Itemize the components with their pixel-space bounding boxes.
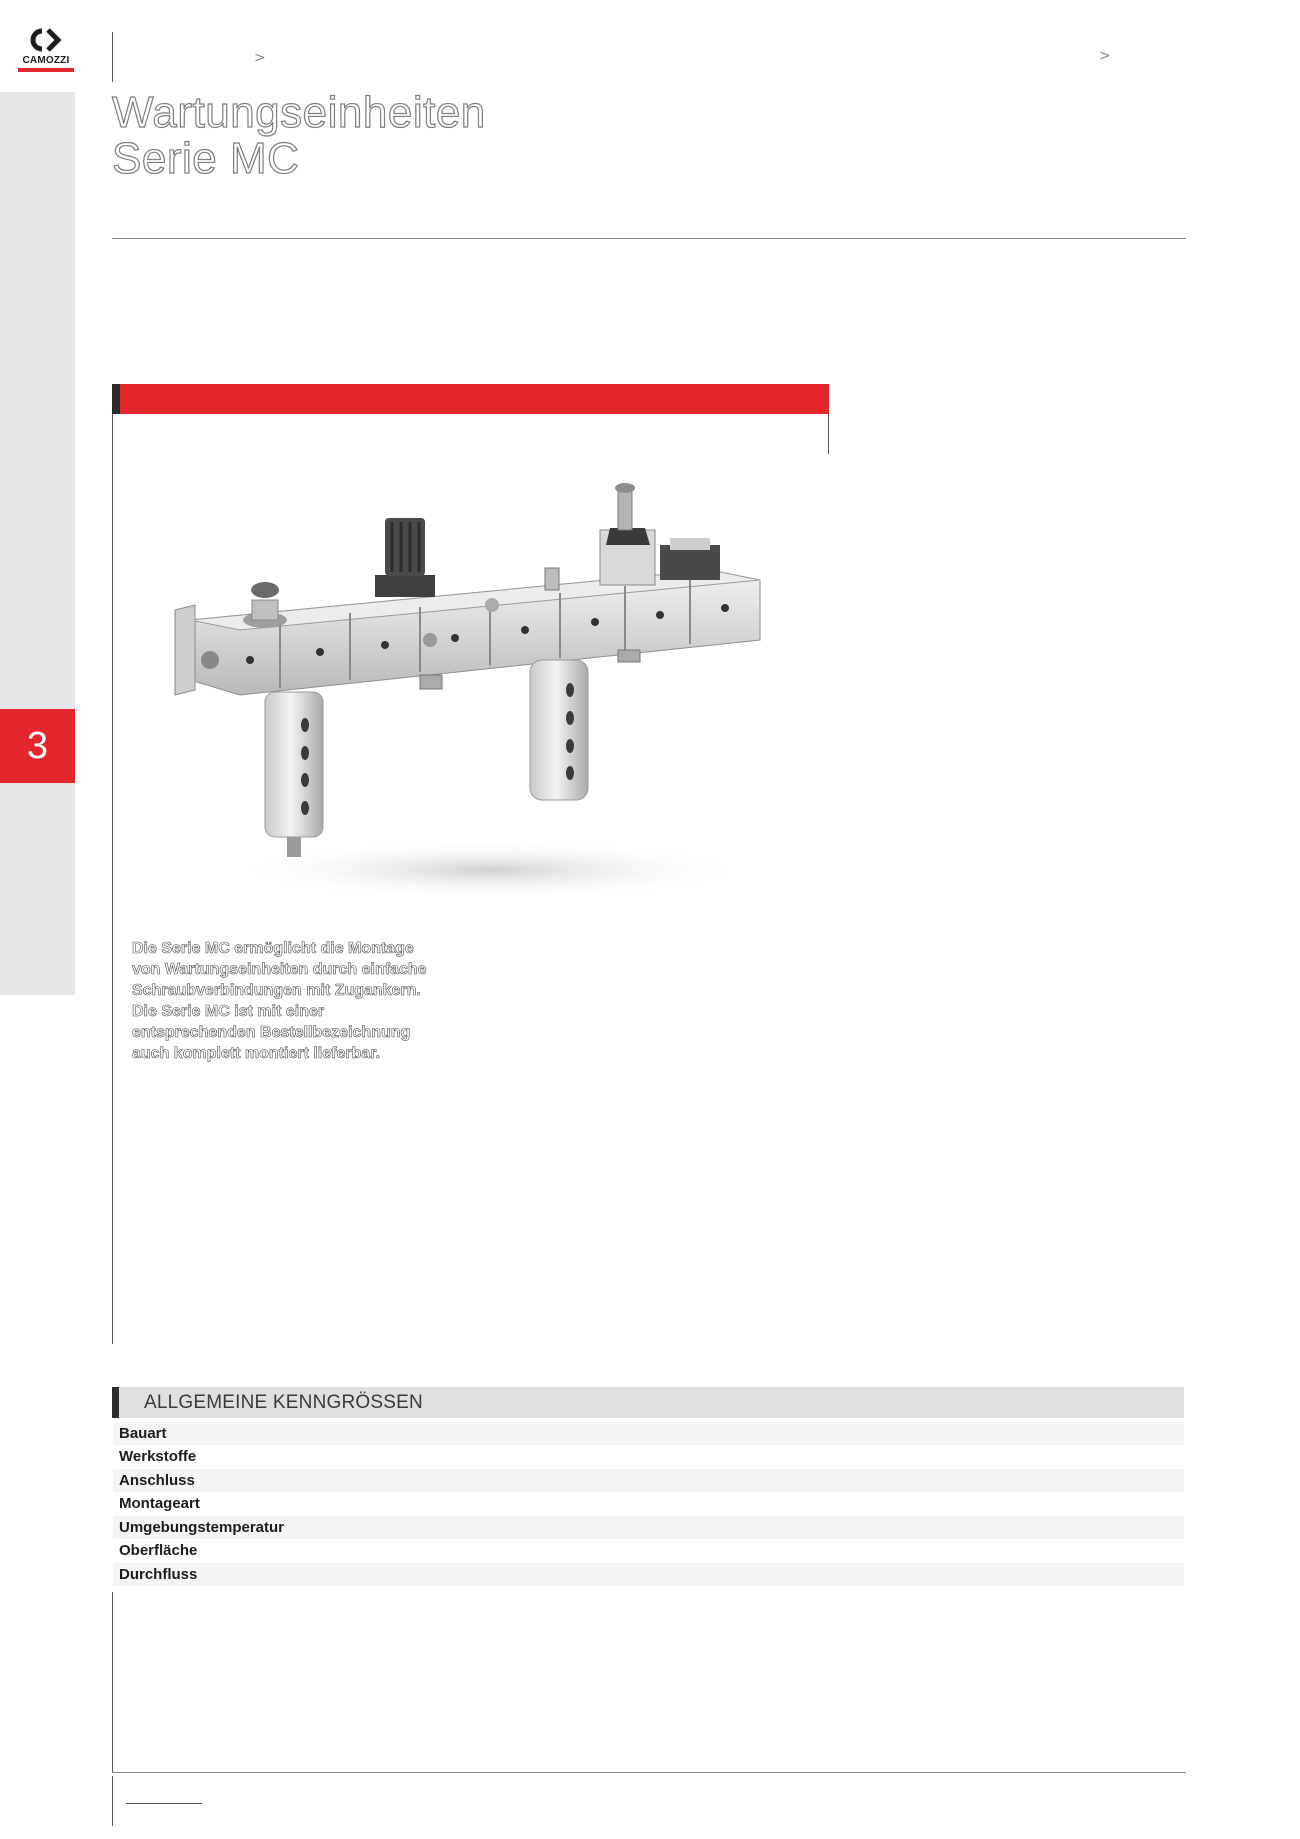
footer-rule <box>126 1803 202 1804</box>
description-line: Die Serie MC ist mit einer <box>132 1003 325 1020</box>
chapter-number: 3 <box>26 725 49 767</box>
table-row <box>113 1445 1184 1468</box>
table-row <box>113 1539 1184 1562</box>
description-line: auch komplett montiert lieferbar. <box>132 1045 381 1062</box>
title-divider <box>112 238 1186 239</box>
description-line: Die Serie MC ermöglicht die Montage <box>132 940 414 957</box>
section-header-accent <box>112 384 120 414</box>
row-label: Umgebungstemperatur <box>119 1519 285 1536</box>
description-line: entsprechenden Bestellbezeichnung <box>132 1024 411 1041</box>
camozzi-logo-mark-icon <box>28 28 64 52</box>
row-label: Anschluss <box>119 1472 195 1489</box>
table-row <box>113 1469 1184 1492</box>
brand-name: CAMOZZI <box>22 55 70 66</box>
specs-table-accent <box>112 1387 119 1418</box>
page-title-line-2: Serie MC <box>112 134 300 183</box>
product-image <box>170 470 770 930</box>
description-line: von Wartungseinheiten durch einfache <box>132 961 427 978</box>
brand-logo <box>16 28 76 76</box>
row-label: Durchfluss <box>119 1566 198 1583</box>
table-row <box>113 1422 1184 1445</box>
brand-underline <box>18 68 74 72</box>
description-line: Schraubverbindungen mit Zugankern. <box>132 982 421 999</box>
chapter-sidebar <box>0 92 75 995</box>
row-label: Montageart <box>119 1495 200 1512</box>
section-header-bar <box>112 384 829 414</box>
section-frame-right <box>828 414 829 454</box>
table-row <box>113 1516 1184 1539</box>
row-label: Werkstoffe <box>119 1448 197 1465</box>
page-title-line-1: Wartungseinheiten <box>112 88 486 137</box>
footer-divider <box>112 1776 113 1826</box>
product-description <box>132 938 492 1064</box>
section-frame-left <box>112 414 113 1344</box>
specs-table-title: ALLGEMEINE KENNGRÖSSEN <box>144 1392 423 1413</box>
table-row <box>113 1492 1184 1515</box>
header-divider <box>112 32 113 82</box>
row-label: Oberfläche <box>119 1542 198 1559</box>
page-bottom-divider <box>112 1772 1186 1773</box>
table-frame-left <box>112 1592 113 1772</box>
next-page-chevron[interactable]: > <box>1099 48 1111 64</box>
row-label: Bauart <box>119 1425 167 1442</box>
table-row <box>113 1563 1184 1586</box>
breadcrumb-chevron[interactable]: > <box>254 50 266 66</box>
